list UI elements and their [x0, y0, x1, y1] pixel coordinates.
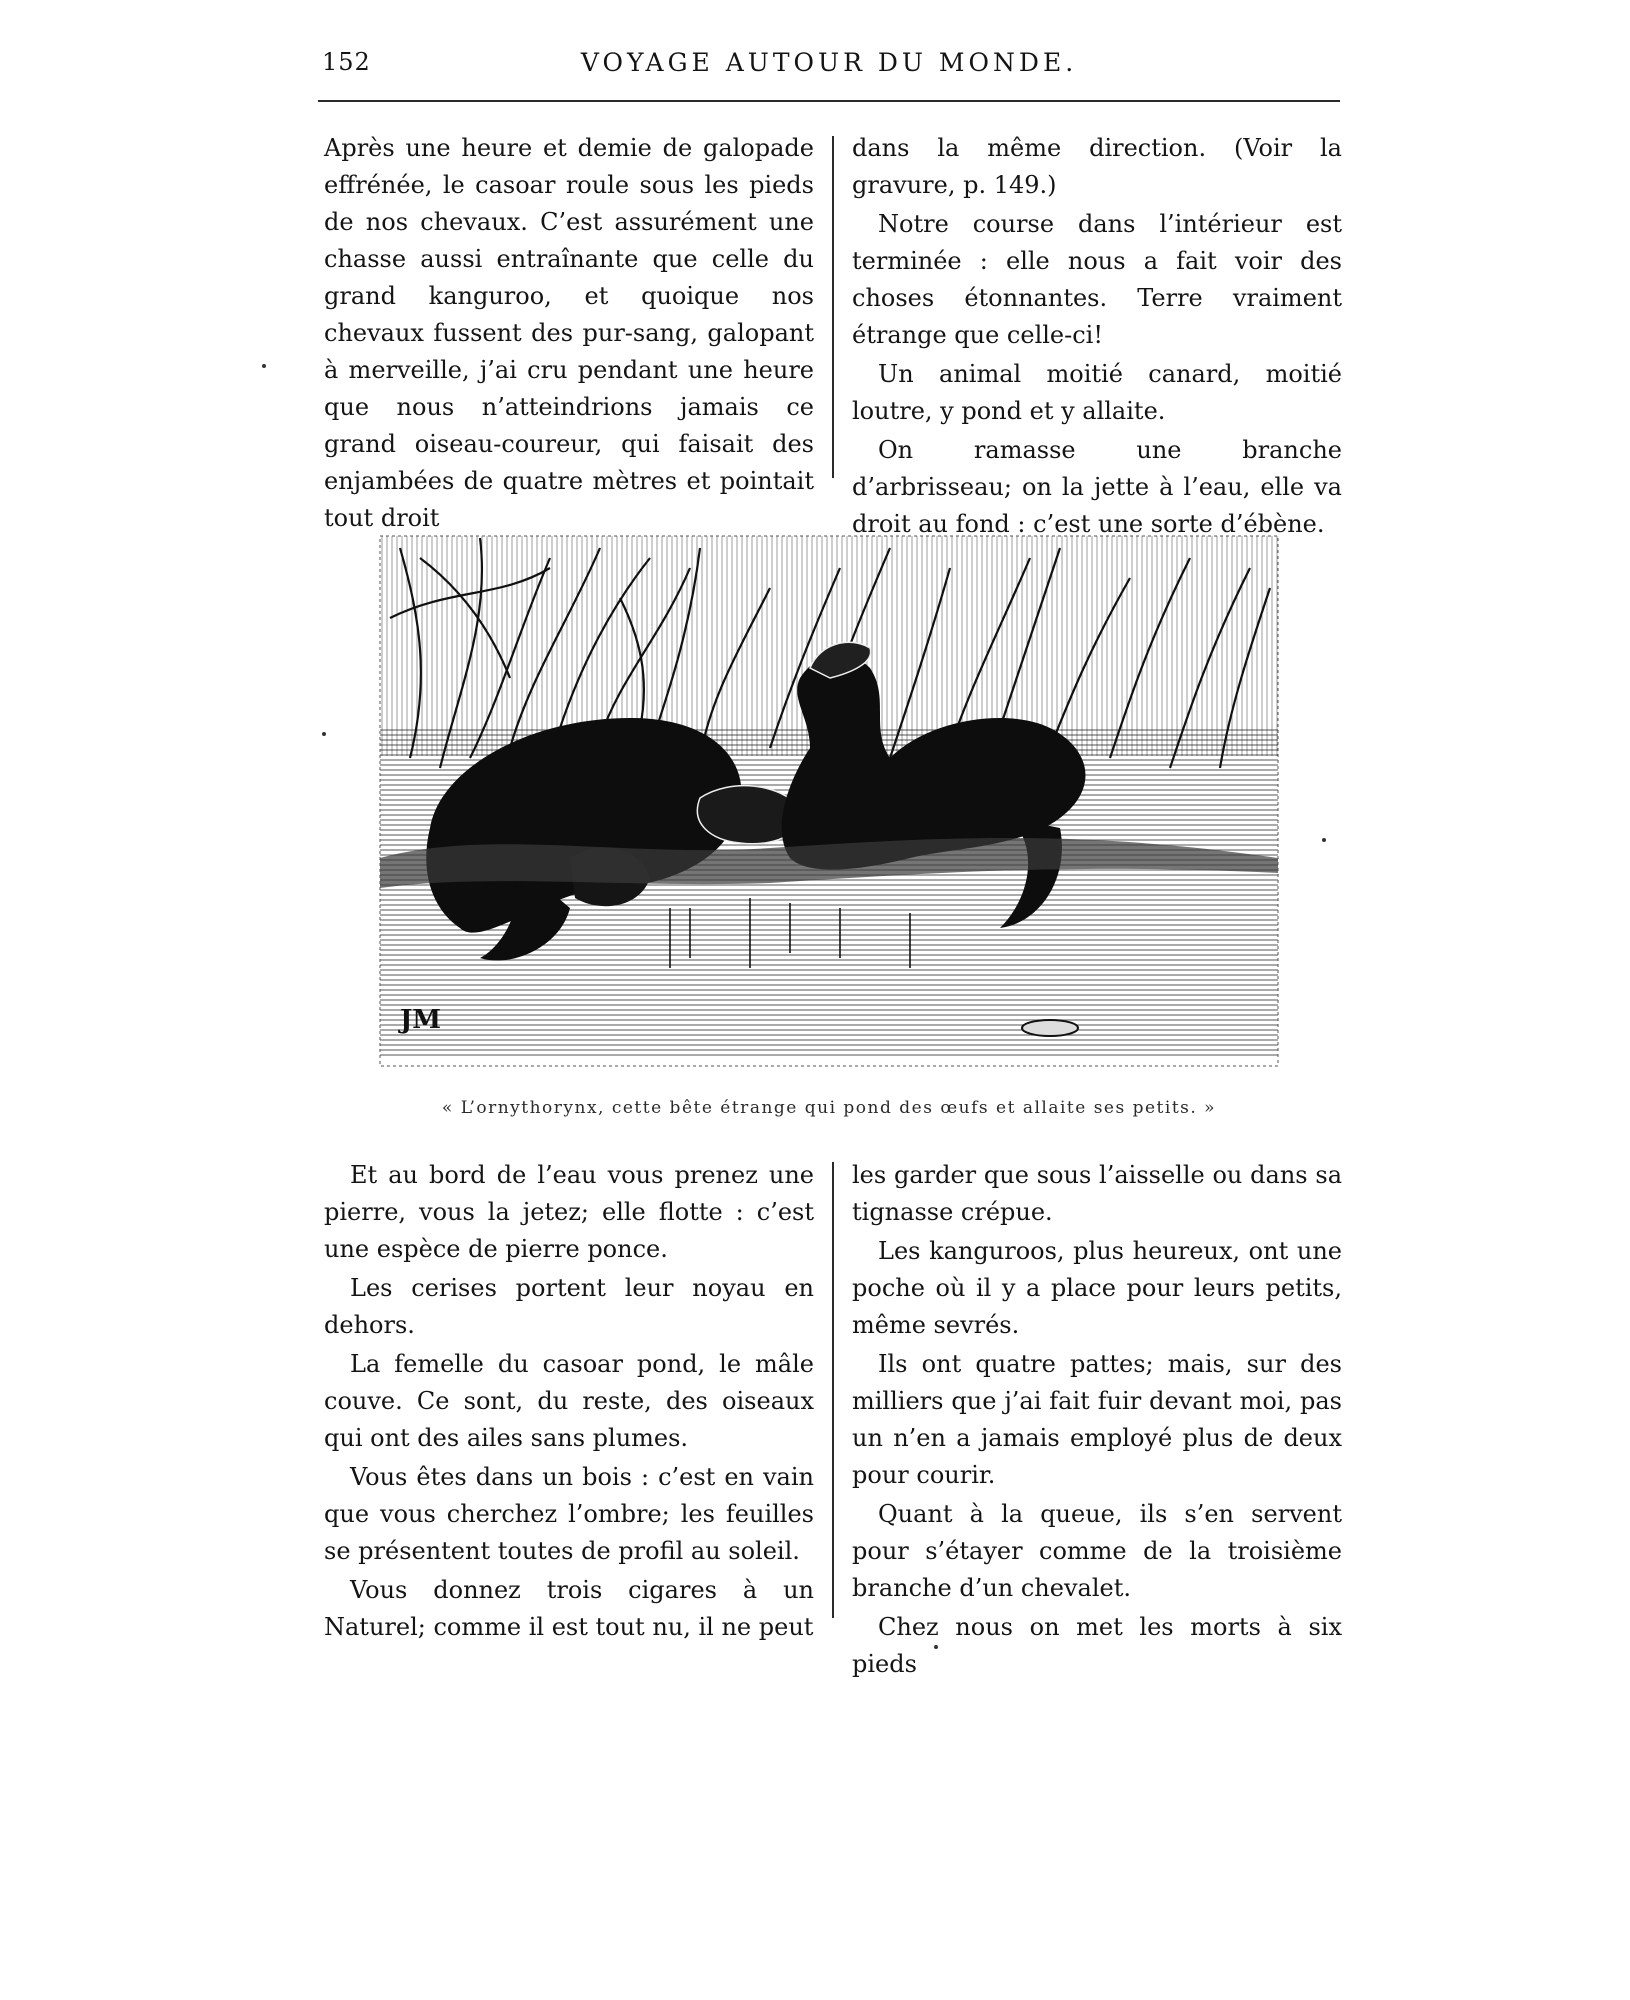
top-left-column: [324, 130, 814, 537]
scan-speck: [262, 364, 266, 368]
engraver-monogram: JM: [400, 1005, 442, 1035]
paragraph: Notre course dans l’intérieur est terminée : elle nous a fait voir des choses étonnantes. Terre vraiment étrange que celle-ci!: [852, 210, 1342, 349]
column-divider: [832, 136, 834, 478]
scan-speck: [1322, 838, 1326, 842]
paragraph: Les cerises portent leur noyau en dehors.: [324, 1274, 814, 1339]
paragraph: Après une heure et demie de galopade effrénée, le casoar roule sous les pieds de nos chevaux. C’est assurément une chasse aussi entraînante que celle du grand kanguroo, et quoique nos chevaux fussent des pur-sang, galopant à merveille, j’ai cru pendant une heure que nous n’atteindrions jamais ce grand oiseau-coureur, qui faisait des enjambées de quatre mètres et pointait tout droit: [324, 134, 814, 532]
paragraph: Chez nous on met les morts à six pieds: [852, 1613, 1342, 1678]
header-rule: [318, 100, 1340, 102]
paragraph: Vous donnez trois cigares à un Naturel; comme il est tout nu, il ne peut: [324, 1576, 814, 1641]
top-right-column: [852, 130, 1342, 543]
running-head: [318, 48, 1340, 88]
paragraph: Et au bord de l’eau vous prenez une pierre, vous la jetez; elle flotte : c’est une espèce de pierre ponce.: [324, 1161, 814, 1263]
platypus-engraving: [370, 528, 1288, 1082]
page-number: 152: [322, 48, 371, 76]
paragraph: Ils ont quatre pattes; mais, sur des milliers que j’ai fait fuir devant moi, pas un n’en a jamais employé plus de deux pour courir.: [852, 1350, 1342, 1489]
paragraph: Quant à la queue, ils s’en servent pour s’étayer comme de la troisième branche d’un chevalet.: [852, 1500, 1342, 1602]
running-title: VOYAGE AUTOUR DU MONDE.: [580, 48, 1078, 77]
lily-pad: [1022, 1020, 1078, 1036]
paragraph: Les kanguroos, plus heureux, ont une poche où il y a place pour leurs petits, même sevrés.: [852, 1237, 1342, 1339]
figure-caption: « L’ornythorynx, cette bête étrange qui pond des œufs et allaite ses petits. »: [441, 1098, 1217, 1118]
engraving-image: [370, 528, 1288, 1082]
paragraph: Un animal moitié canard, moitié loutre, y pond et y allaite.: [852, 360, 1342, 425]
paragraph: On ramasse une branche d’arbrisseau; on la jette à l’eau, elle va droit au fond : c’est une sorte d’ébène.: [852, 436, 1342, 538]
column-divider: [832, 1162, 834, 1618]
bottom-left-column: [324, 1157, 814, 1646]
paragraph: les garder que sous l’aisselle ou dans sa tignasse crépue.: [852, 1161, 1342, 1226]
paragraph: La femelle du casoar pond, le mâle couve. Ce sont, du reste, des oiseaux qui ont des ailes sans plumes.: [324, 1350, 814, 1452]
scan-speck: [322, 732, 326, 736]
paragraph: Vous êtes dans un bois : c’est en vain que vous cherchez l’ombre; les feuilles se présentent toutes de profil au soleil.: [324, 1463, 814, 1565]
paragraph: dans la même direction. (Voir la gravure, p. 149.): [852, 134, 1342, 199]
scan-speck: [934, 1645, 938, 1649]
bottom-right-column: [852, 1157, 1342, 1683]
